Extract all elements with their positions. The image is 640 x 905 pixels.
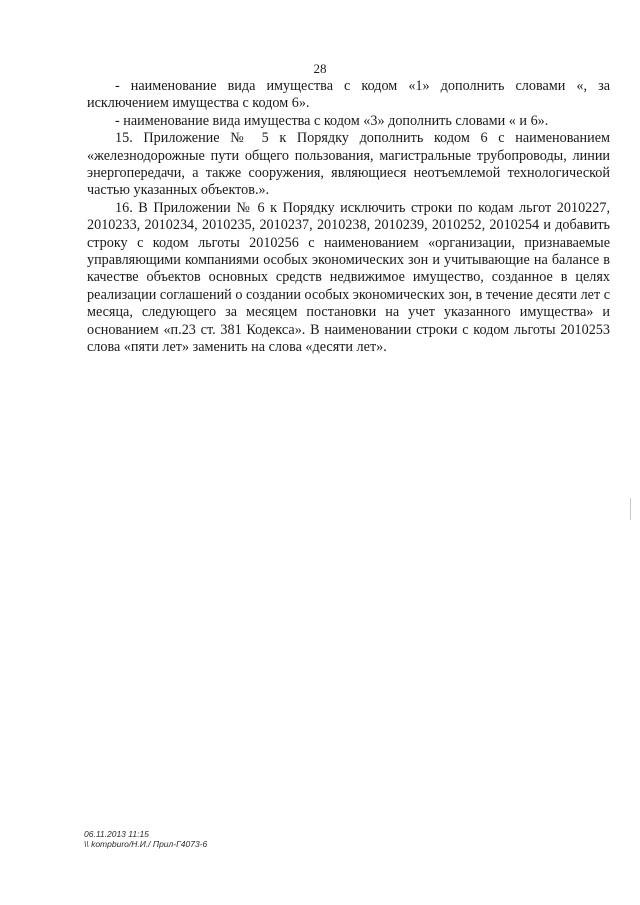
paragraph-item-15: 15. Приложение № 5 к Порядку дополнить кодом 6 с наименованием «железнодорожные пути общего пользования, магистральные трубопроводы, линии энергопередачи, а также сооружения, являющиеся неотъемлемой технологической частью указанных объектов.». <box>87 130 610 199</box>
footer-file-path: \\ kompburo/Н.И./ Прил-Г4073-6 <box>84 839 208 849</box>
paragraph-item-16: 16. В Приложении № 6 к Порядку исключить строки по кодам льгот 2010227, 2010233, 2010234, 2010235, 2010237, 2010238, 2010239, 2010252, 2010254 и добавить строку с кодом льготы 2010256 с наименованием «организации, признаваемые управляющими компаниями особых экономических зон и учитывающие на балансе в качестве объектов основных средств недвижимое имущество, созданное в целях реализации соглашений о создании особых экономических зон, в течение десяти лет с месяца, следующего за месяцем постановки на учет указанного имущества» и основанием «п.23 ст. 381 Кодекса». В наименовании строки с кодом льготы 2010253 слова «пяти лет» заменить на слова «десяти лет». <box>87 199 610 356</box>
page-number: 28 <box>313 61 327 76</box>
paragraph-amend-code-1: - наименование вида имущества с кодом «1» дополнить словами «, за исключением имущества с кодом 6». <box>87 78 610 112</box>
paragraph-amend-code-3: - наименование вида имущества с кодом «3» дополнить словами « и 6». <box>115 112 549 129</box>
footer-timestamp: 06.11.2013 11:15 <box>84 829 149 839</box>
document-footer <box>84 829 207 849</box>
scan-edge-mark <box>630 498 631 520</box>
document-body <box>87 78 610 357</box>
